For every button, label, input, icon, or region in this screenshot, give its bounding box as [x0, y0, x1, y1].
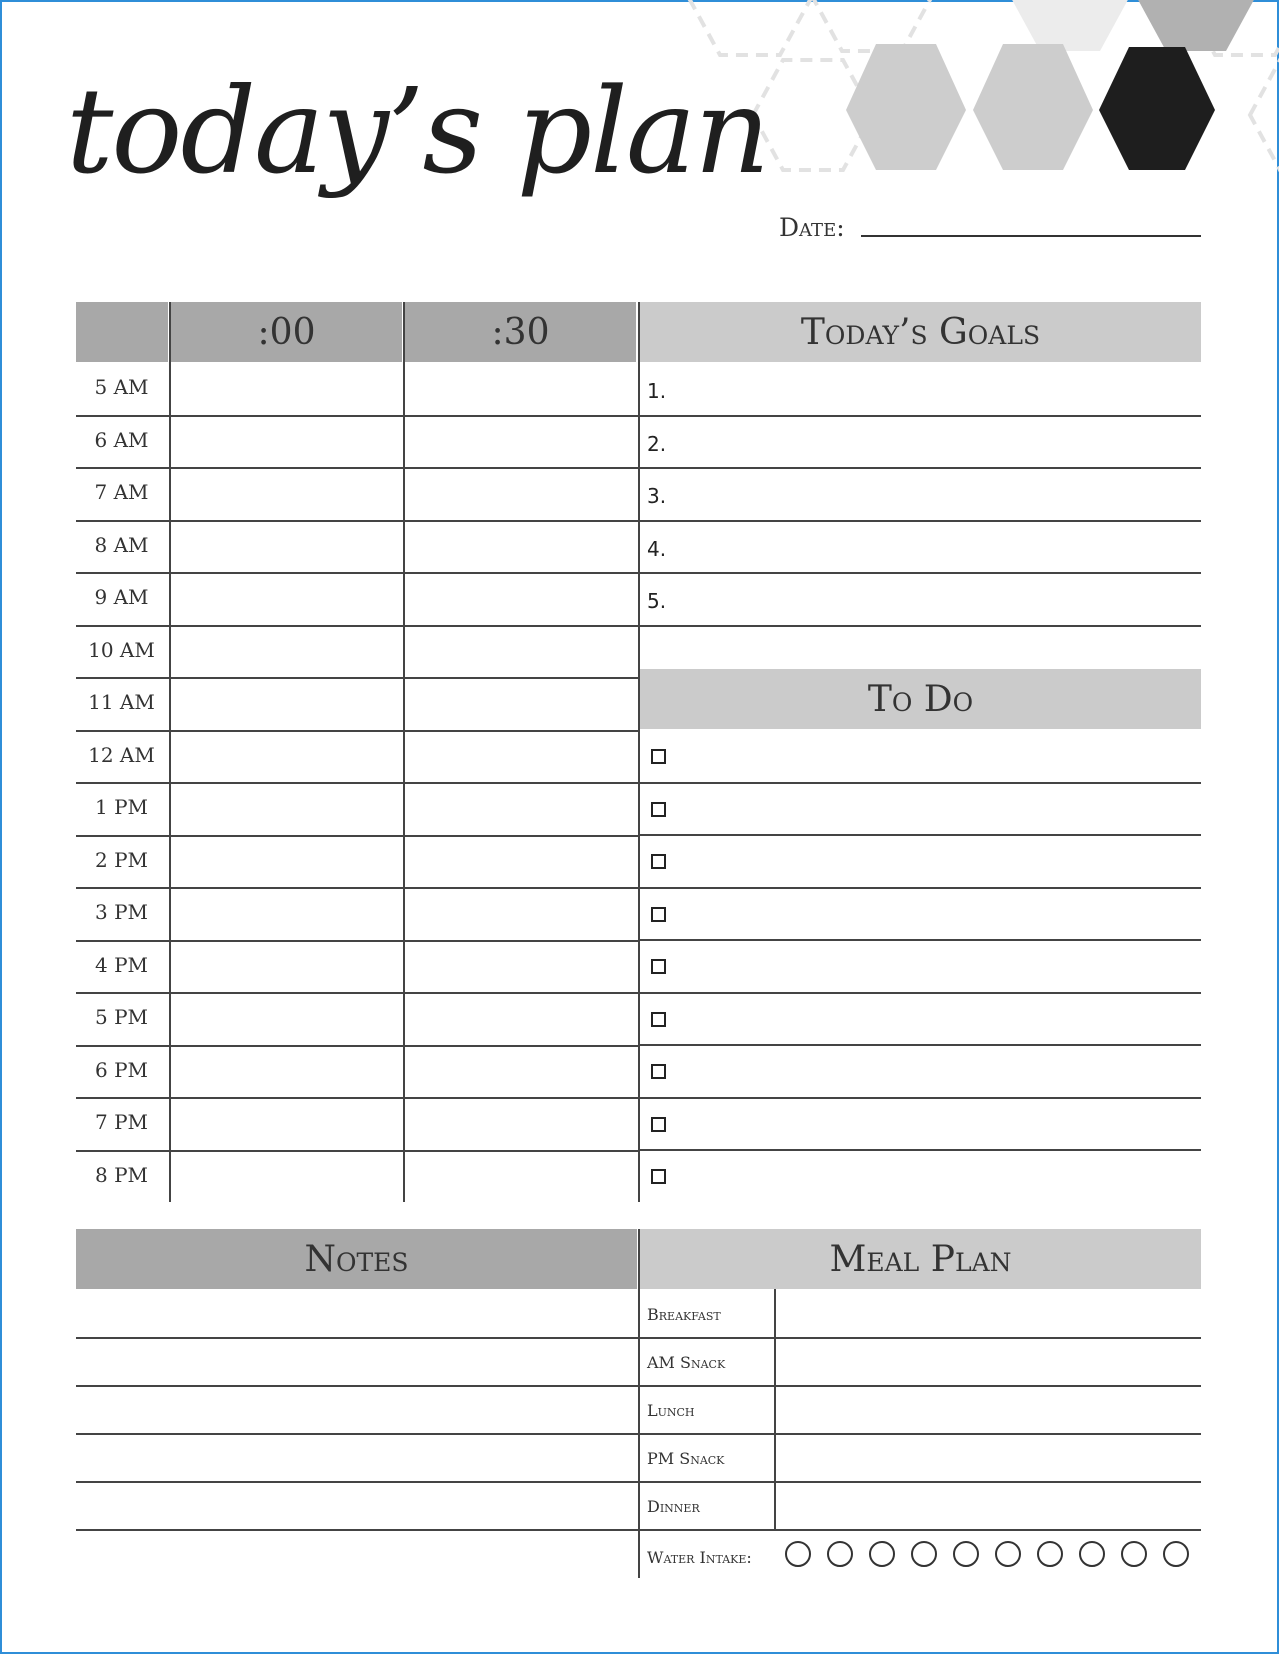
time-label: 9 AM	[94, 585, 149, 609]
time-label: 7 AM	[94, 480, 149, 504]
notes-line	[76, 1529, 638, 1531]
hexagon-mid	[1136, 0, 1256, 51]
water-glass-checkbox[interactable]	[995, 1541, 1021, 1567]
goal-field[interactable]	[665, 415, 1195, 468]
meal-field[interactable]	[777, 1385, 1201, 1433]
goal-number: 1.	[647, 379, 667, 403]
meal-label: AM Snack	[647, 1353, 726, 1372]
water-glass-checkbox[interactable]	[953, 1541, 979, 1567]
todo-field[interactable]	[675, 729, 1195, 782]
water-glass-checkbox[interactable]	[785, 1541, 811, 1567]
slot-30[interactable]	[405, 362, 636, 415]
notes-line-field[interactable]	[76, 1385, 636, 1433]
goal-field[interactable]	[665, 467, 1195, 520]
slot-00[interactable]	[171, 572, 402, 625]
meal-label: Dinner	[647, 1497, 700, 1516]
meal-label-divider	[774, 1289, 776, 1529]
meal-field[interactable]	[777, 1337, 1201, 1385]
time-label: 11 AM	[88, 690, 155, 714]
water-glass-checkbox[interactable]	[1079, 1541, 1105, 1567]
time-label: 7 PM	[94, 1110, 149, 1134]
slot-30[interactable]	[405, 1150, 636, 1203]
todo-field[interactable]	[675, 1149, 1195, 1202]
time-label: 4 PM	[94, 952, 149, 977]
meal-label: PM Snack	[647, 1449, 725, 1468]
goal-number: 2.	[647, 431, 667, 456]
todo-checkbox[interactable]	[651, 907, 666, 922]
goal-line	[638, 625, 1201, 627]
meal-label: Lunch	[647, 1401, 695, 1420]
todo-field[interactable]	[675, 1044, 1195, 1097]
page-title: today’s plan	[66, 62, 769, 200]
notes-heading: Notes	[76, 1229, 637, 1289]
meal-field[interactable]	[777, 1289, 1201, 1337]
slot-00[interactable]	[171, 835, 402, 888]
time-label: 6 PM	[94, 1057, 149, 1082]
notes-line-field[interactable]	[76, 1433, 636, 1481]
meal-field[interactable]	[777, 1433, 1201, 1481]
goal-number: 5.	[647, 589, 667, 613]
slot-00[interactable]	[171, 467, 402, 520]
slot-30[interactable]	[405, 467, 636, 520]
slot-30[interactable]	[405, 940, 636, 993]
hexagon-gray	[973, 44, 1093, 170]
slot-30[interactable]	[405, 782, 636, 835]
todo-field[interactable]	[675, 834, 1195, 887]
slot-00[interactable]	[171, 1045, 402, 1098]
todo-field[interactable]	[675, 939, 1195, 992]
slot-00[interactable]	[171, 1150, 402, 1203]
water-glass-checkbox[interactable]	[1037, 1541, 1063, 1567]
hexagon-light	[1010, 0, 1130, 51]
goal-field[interactable]	[665, 520, 1195, 573]
slot-00[interactable]	[171, 992, 402, 1045]
slot-30[interactable]	[405, 625, 636, 678]
slot-30[interactable]	[405, 730, 636, 783]
slot-30[interactable]	[405, 835, 636, 888]
notes-line-field[interactable]	[76, 1481, 636, 1529]
goal-number: 4.	[647, 536, 667, 561]
schedule-header-30: :30	[405, 302, 636, 362]
meal-label: Breakfast	[647, 1305, 721, 1324]
water-glass-checkbox[interactable]	[827, 1541, 853, 1567]
slot-30[interactable]	[405, 572, 636, 625]
hexagon-gray	[846, 44, 966, 170]
todo-field[interactable]	[675, 887, 1195, 940]
water-glass-checkbox[interactable]	[911, 1541, 937, 1567]
slot-00[interactable]	[171, 1097, 402, 1150]
time-label: 5 PM	[94, 1005, 149, 1029]
notes-line-field[interactable]	[76, 1337, 636, 1385]
todo-checkbox[interactable]	[651, 1012, 666, 1027]
time-label: 3 PM	[94, 900, 149, 924]
slot-00[interactable]	[171, 362, 402, 415]
hexagon-black	[1099, 47, 1215, 170]
schedule-header-corner	[76, 302, 168, 362]
schedule-column-divider	[403, 302, 405, 1202]
meal-plan-heading: Meal Plan	[640, 1229, 1201, 1289]
time-label: 5 AM	[94, 375, 149, 399]
goal-number: 3.	[647, 484, 667, 508]
slot-30[interactable]	[405, 520, 636, 573]
date-field[interactable]	[861, 235, 1201, 237]
slot-00[interactable]	[171, 520, 402, 573]
slot-30[interactable]	[405, 677, 636, 730]
water-intake-label: Water Intake:	[647, 1548, 752, 1567]
slot-30[interactable]	[405, 1045, 636, 1098]
time-label: 8 PM	[94, 1162, 149, 1187]
slot-30[interactable]	[405, 415, 636, 468]
slot-00[interactable]	[171, 677, 402, 730]
slot-00[interactable]	[171, 730, 402, 783]
todo-checkbox[interactable]	[651, 959, 666, 974]
time-label: 6 AM	[94, 427, 149, 452]
todo-checkbox[interactable]	[651, 802, 666, 817]
slot-30[interactable]	[405, 887, 636, 940]
todo-checkbox[interactable]	[651, 1169, 666, 1184]
goal-field[interactable]	[665, 362, 1195, 415]
time-label: 2 PM	[94, 847, 149, 872]
todo-field[interactable]	[675, 992, 1195, 1045]
water-glass-checkbox[interactable]	[1163, 1541, 1189, 1567]
todo-checkbox[interactable]	[651, 1117, 666, 1132]
goals-heading: Today’s Goals	[640, 302, 1201, 362]
goal-field[interactable]	[665, 572, 1195, 625]
todo-field[interactable]	[675, 782, 1195, 835]
water-glass-checkbox[interactable]	[1121, 1541, 1147, 1567]
todo-checkbox[interactable]	[651, 854, 666, 869]
todo-field[interactable]	[675, 1097, 1195, 1150]
slot-30[interactable]	[405, 1097, 636, 1150]
todo-checkbox[interactable]	[651, 1064, 666, 1079]
slot-00[interactable]	[171, 940, 402, 993]
time-label: 8 AM	[94, 532, 149, 557]
todo-checkbox[interactable]	[651, 749, 666, 764]
slot-00[interactable]	[171, 625, 402, 678]
date-label: Date:	[779, 213, 845, 242]
schedule-column-divider	[638, 302, 640, 1202]
time-label: 1 PM	[94, 795, 149, 819]
water-glass-checkbox[interactable]	[869, 1541, 895, 1567]
todo-heading: To Do	[640, 669, 1201, 729]
meal-field[interactable]	[777, 1481, 1201, 1529]
meal-line	[638, 1529, 1201, 1531]
slot-00[interactable]	[171, 782, 402, 835]
time-label: 12 AM	[88, 742, 155, 767]
slot-00[interactable]	[171, 887, 402, 940]
schedule-column-divider	[169, 302, 171, 1202]
notes-line-field[interactable]	[76, 1289, 636, 1337]
schedule-header-00: :00	[171, 302, 402, 362]
time-label: 10 AM	[88, 637, 155, 662]
slot-00[interactable]	[171, 415, 402, 468]
slot-30[interactable]	[405, 992, 636, 1045]
meal-column-divider	[638, 1229, 640, 1578]
